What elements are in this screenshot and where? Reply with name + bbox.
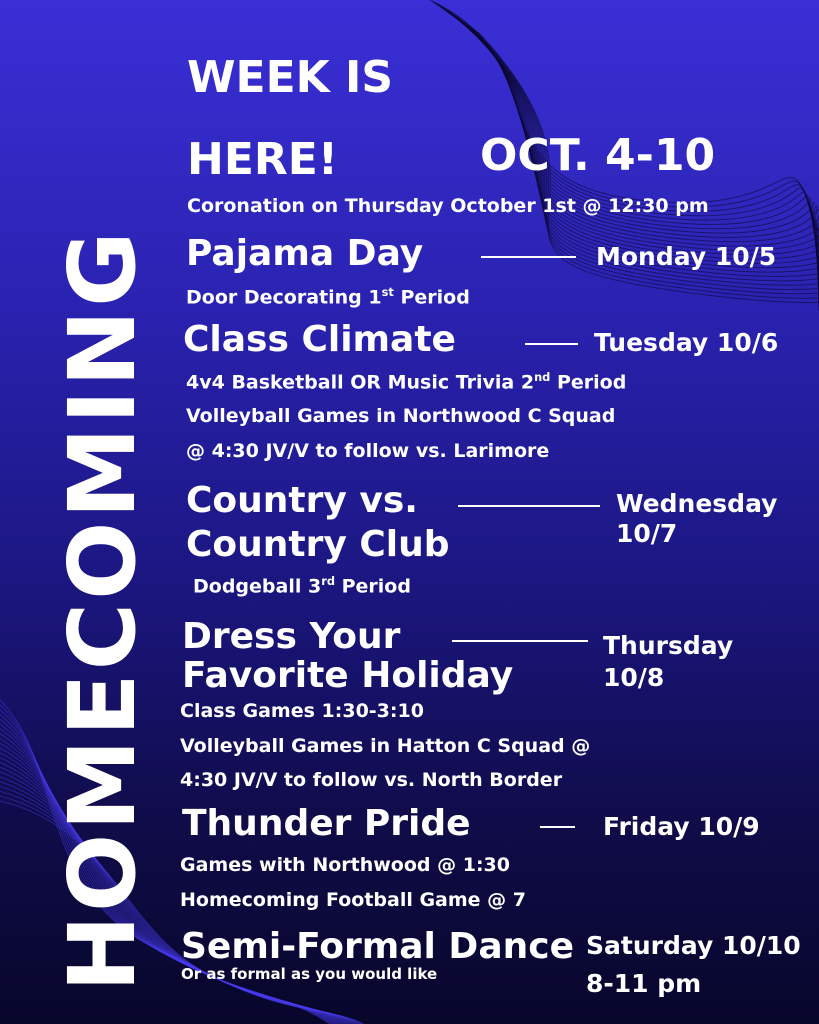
event-title-dress-line-1: Dress Your: [182, 616, 401, 657]
event-detail: 4v4 Basketball OR Music Trivia 2nd Period: [186, 370, 627, 394]
coronation-note: Coronation on Thursday October 1st @ 12:30 pm: [187, 195, 709, 217]
event-detail: 4:30 JV/V to follow vs. North Border: [180, 769, 563, 791]
headline-line-2: HERE!: [187, 134, 338, 185]
event-day-friday: Friday 10/9: [603, 812, 760, 841]
event-detail: Or as formal as you would like: [181, 965, 438, 983]
event-title-dress-line-2: Favorite Holiday: [182, 655, 514, 696]
event-day-thursday: Thursday: [603, 631, 734, 660]
event-detail: Homecoming Football Game @ 7: [180, 889, 527, 911]
event-title-class-climate: Class Climate: [183, 319, 456, 360]
event-detail: Class Games 1:30-3:10: [180, 700, 424, 722]
event-title-semi-formal-dance: Semi-Formal Dance: [181, 926, 574, 967]
event-day-tuesday: Tuesday 10/6: [594, 328, 779, 357]
event-day-monday: Monday 10/5: [596, 242, 777, 271]
event-dash: [525, 343, 578, 345]
event-detail: Volleyball Games in Northwood C Squad: [186, 405, 616, 427]
event-dash: [540, 826, 575, 828]
event-title-pajama-day: Pajama Day: [186, 233, 424, 274]
event-detail: Dodgeball 3rd Period: [193, 574, 411, 598]
event-title-thunder-pride: Thunder Pride: [182, 803, 471, 844]
event-day-wednesday: Wednesday: [616, 489, 778, 518]
event-detail: Volleyball Games in Hatton C Squad @: [180, 735, 591, 757]
event-dash: [481, 256, 576, 258]
headline-line-1: WEEK IS: [187, 52, 394, 103]
event-detail: @ 4:30 JV/V to follow vs. Larimore: [186, 440, 550, 462]
event-title-country-line-1: Country vs.: [186, 480, 418, 521]
event-day-saturday: Saturday 10/10: [586, 931, 801, 960]
event-detail: Door Decorating 1st Period: [186, 285, 470, 309]
event-dash: [452, 640, 588, 642]
date-range: OCT. 4-10: [480, 130, 716, 181]
event-day-wednesday-date: 10/7: [616, 519, 678, 548]
event-time-saturday: 8-11 pm: [586, 969, 702, 998]
event-dash: [458, 505, 600, 507]
event-title-country-line-2: Country Club: [186, 524, 450, 565]
vertical-homecoming-title: HOMECOMING: [49, 228, 156, 992]
event-day-thursday-date: 10/8: [603, 663, 665, 692]
event-detail: Games with Northwood @ 1:30: [180, 854, 510, 876]
